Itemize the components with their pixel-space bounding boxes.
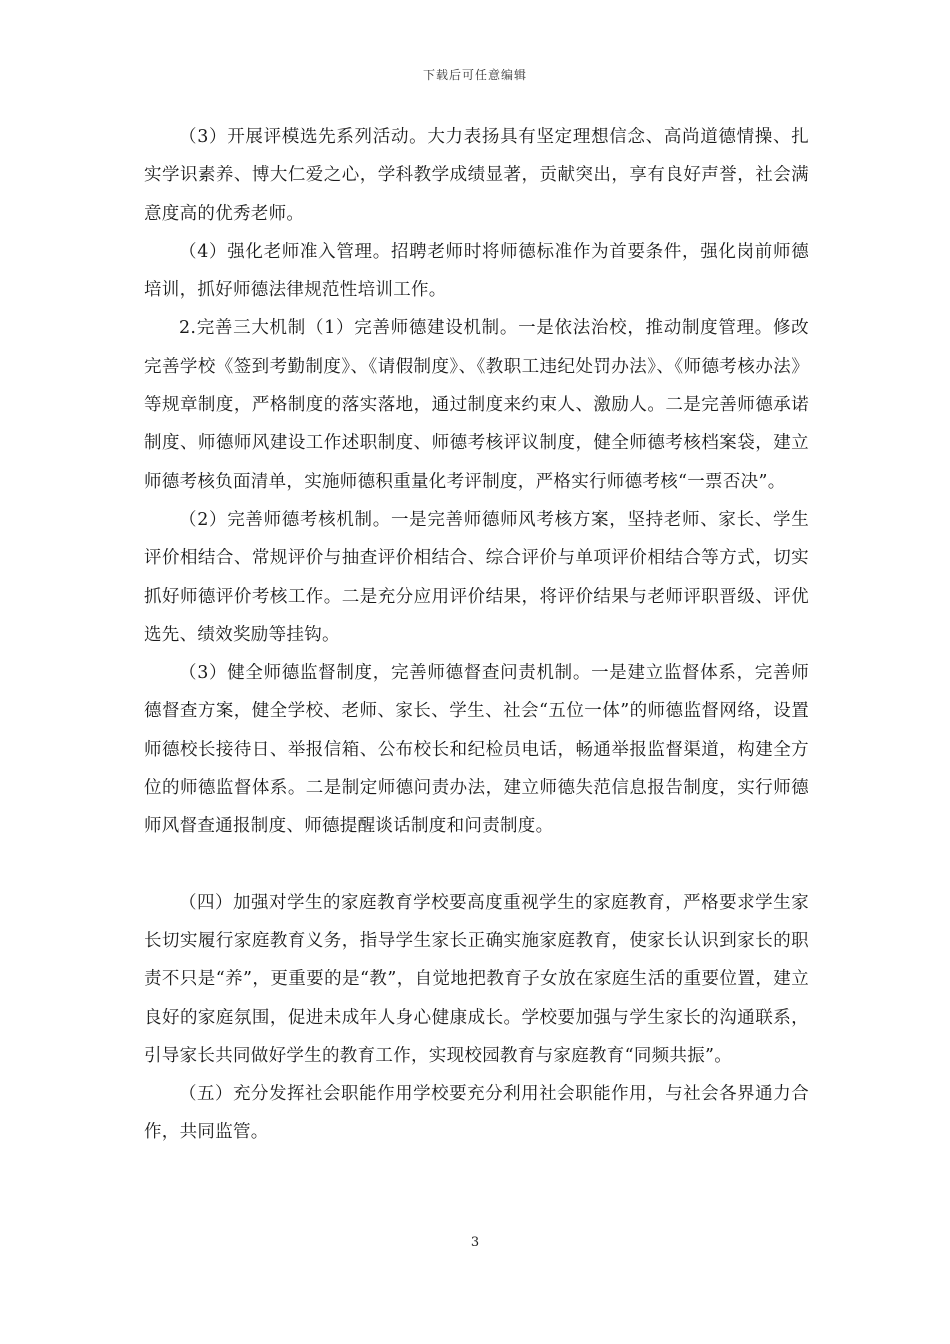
paragraph-ethics-mechanism: 2.完善三大机制（1）完善师德建设机制。一是依法治校，推动制度管理。修改完善学校《签到考勤制度》、《请假制度》、《教职工违纪处罚办法》、《师德考核办法》等规章制度，严格制度的落实落地，通过制度来约束人、激励人。二是完善师德承诺制度、师德师风建设工作述职制度、师德考核评议制度，健全师德考核档案袋，建立师德考核负面清单，实施师德积重量化考评制度，严格实行师德考核“一票否决”。 — [144, 318, 809, 492]
paragraph-award-activities: （3）开展评模选先系列活动。大力表扬具有坚定理想信念、高尚道德情操、扎实学识素养、博大仁爱之心，学科教学成绩显著，贡献突出，享有良好声誉，社会满意度高的优秀老师。 — [144, 127, 809, 224]
paragraph-family-education: （四）加强对学生的家庭教育学校要高度重视学生的家庭教育，严格要求学生家长切实履行家庭教育义务，指导学生家长正确实施家庭教育，使家长认识到家长的职责不只是“养”，更重要的是“教”，自觉地把教育子女放在家庭生活的重要位置，建立良好的家庭氛围，促进未成年人身心健康成长。学校要加强与学生家长的沟通联系，引导家长共同做好学生的教育工作，实现校园教育与家庭教育“同频共振”。 — [144, 892, 809, 1066]
paragraph-social-functions: （五）充分发挥社会职能作用学校要充分利用社会职能作用，与社会各界通力合作，共同监管。 — [144, 1084, 809, 1143]
paragraph-ethics-supervision: （3）健全师德监督制度，完善师德督查问责机制。一是建立监督体系，完善师德督查方案，健全学校、老师、家长、学生、社会“五位一体”的师德监督网络，设置师德校长接待日、举报信箱、公布校长和纪检员电话，畅通举报监督渠道，构建全方位的师德监督体系。二是制定师德问责办法，建立师德失范信息报告制度，实行师德师风督查通报制度、师德提醒谈话制度和问责制度。 — [144, 663, 809, 837]
page-header: 下载后可任意编辑 — [422, 68, 527, 82]
document-body — [144, 118, 809, 1152]
paragraph-ethics-assessment: （2）完善师德考核机制。一是完善师德师风考核方案，坚持老师、家长、学生评价相结合、常规评价与抽查评价相结合、综合评价与单项评价相结合等方式，切实抓好师德评价考核工作。二是充分应用评价结果，将评价结果与老师评职晋级、评优选先、绩效奖励等挂钩。 — [144, 509, 809, 645]
page-number: 3 — [470, 1235, 480, 1250]
paragraph-spacer — [144, 846, 809, 884]
paragraph-teacher-admission: （4）强化老师准入管理。招聘老师时将师德标准作为首要条件，强化岗前师德培训，抓好师德法律规范性培训工作。 — [144, 241, 809, 301]
